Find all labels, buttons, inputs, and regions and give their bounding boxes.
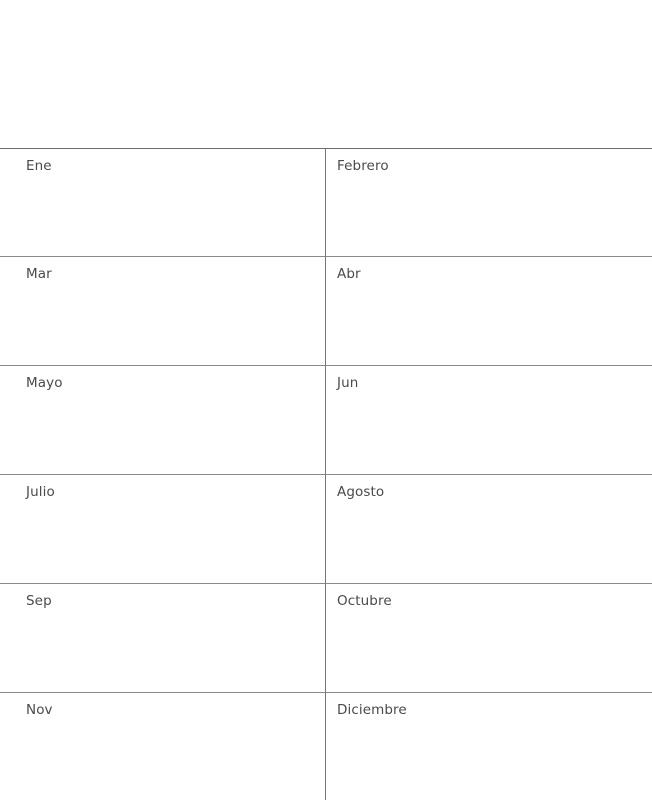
month-label: Abr	[337, 266, 361, 282]
month-label: Ene	[26, 158, 52, 174]
month-box-may[interactable]	[0, 366, 326, 475]
month-box-july[interactable]	[0, 475, 326, 584]
month-label: Sep	[26, 593, 52, 609]
month-label: Jun	[337, 375, 359, 391]
month-box-august[interactable]	[326, 475, 652, 584]
month-grid	[0, 148, 652, 800]
month-box-march[interactable]	[0, 257, 326, 366]
month-label: Agosto	[337, 484, 385, 500]
month-label: Julio	[26, 484, 55, 500]
month-box-june[interactable]	[326, 366, 652, 475]
month-label: Nov	[26, 702, 53, 718]
month-box-december[interactable]	[326, 693, 652, 800]
month-box-november[interactable]	[0, 693, 326, 800]
month-label: Mar	[26, 266, 52, 282]
month-box-january[interactable]	[0, 149, 326, 257]
month-box-april[interactable]	[326, 257, 652, 366]
month-box-september[interactable]	[0, 584, 326, 693]
month-box-february[interactable]	[326, 149, 652, 257]
month-label: Mayo	[26, 375, 63, 391]
month-label: Octubre	[337, 593, 392, 609]
month-box-october[interactable]	[326, 584, 652, 693]
month-label: Febrero	[337, 158, 389, 174]
month-label: Diciembre	[337, 702, 407, 718]
